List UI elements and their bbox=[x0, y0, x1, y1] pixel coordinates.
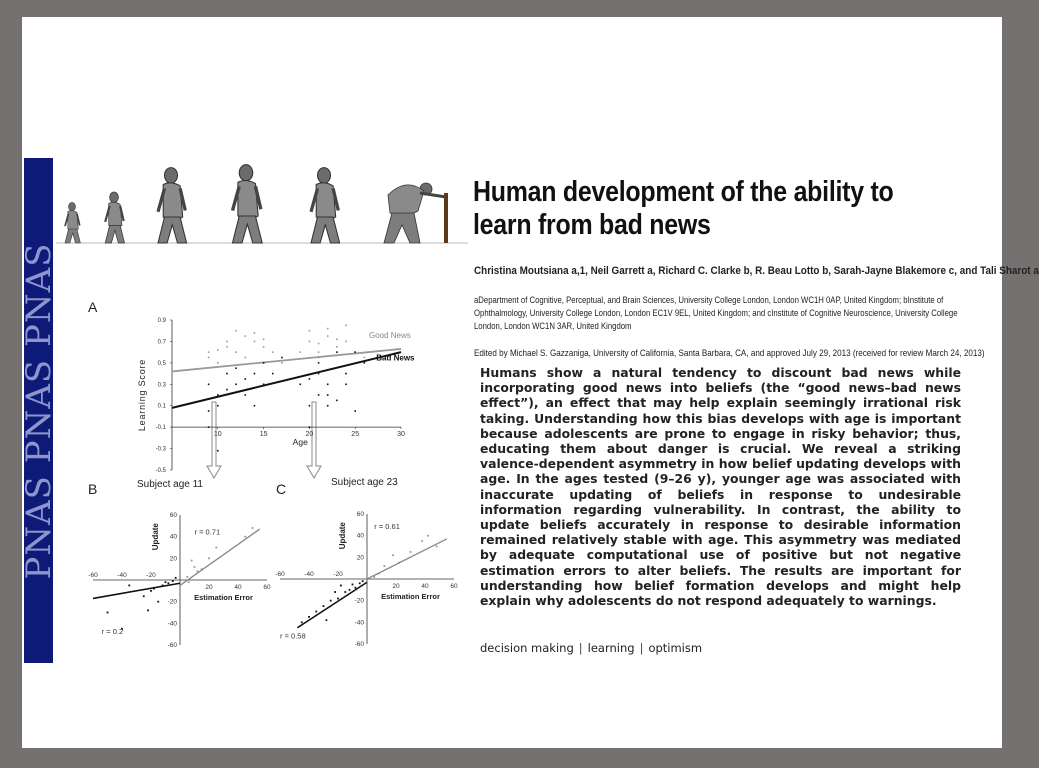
data-point bbox=[392, 554, 394, 556]
data-point bbox=[191, 560, 193, 562]
x-tick-label: 10 bbox=[213, 431, 222, 439]
correlation-label-positive: r = 0.61 bbox=[374, 522, 400, 532]
x-tick-label: -60 bbox=[275, 571, 285, 578]
data-point bbox=[217, 362, 219, 364]
data-point bbox=[427, 535, 429, 537]
data-point bbox=[208, 410, 210, 412]
data-point bbox=[217, 349, 219, 351]
panel-label-b: B bbox=[88, 481, 98, 497]
correlation-label-negative: r = 0.58 bbox=[280, 631, 306, 641]
x-axis-label: Estimation Error bbox=[194, 593, 253, 602]
data-point bbox=[318, 343, 320, 345]
data-point bbox=[359, 582, 361, 584]
x-tick-label: 20 bbox=[392, 583, 400, 590]
adult-figure bbox=[233, 165, 263, 243]
chart-panel-b bbox=[87, 495, 287, 655]
y-tick-label: -20 bbox=[354, 597, 364, 605]
data-point bbox=[128, 585, 130, 587]
x-tick-label: 15 bbox=[259, 431, 268, 439]
data-point bbox=[344, 591, 346, 593]
y-tick-label: 60 bbox=[356, 511, 364, 518]
data-point bbox=[436, 546, 438, 548]
affiliations: aDepartment of Cognitive, Perceptual, and Brain Sciences, University College London, London WC1H 0AP, United Kingdom; bInstitute of Ophthalmology, University College London, London EC1V 9EL, United Kingdom; and cInstitute of Cognitive Neuroscience, University College London, London WC1N 3AR, United Kingdom bbox=[474, 295, 958, 331]
y-axis-label: Update bbox=[338, 522, 347, 550]
y-tick-label: 0.7 bbox=[157, 339, 166, 346]
keyword: decision making bbox=[480, 641, 574, 655]
y-tick-label: 60 bbox=[169, 512, 177, 519]
data-point bbox=[299, 383, 301, 385]
data-point bbox=[165, 581, 167, 583]
y-axis-label: Learning Score bbox=[137, 358, 147, 432]
x-axis-label: Estimation Error bbox=[381, 592, 440, 601]
data-point bbox=[217, 405, 219, 407]
data-point bbox=[107, 612, 109, 614]
keyword: learning bbox=[587, 641, 635, 655]
data-point bbox=[157, 601, 159, 603]
y-tick-label: 0.9 bbox=[157, 318, 166, 324]
chart-panel-c bbox=[274, 494, 474, 654]
data-point bbox=[208, 557, 210, 559]
x-tick-label: 40 bbox=[234, 584, 242, 591]
y-tick-label: -0.1 bbox=[155, 425, 166, 432]
data-point bbox=[168, 582, 170, 584]
x-tick-label: 30 bbox=[397, 431, 405, 439]
data-point bbox=[352, 584, 354, 586]
author-list: Christina Moutsiana a,1, Neil Garrett a, Richard C. Clarke b, R. Beau Lotto b, Sarah-Jayne Blakemore c, and Tali Sharot a bbox=[474, 265, 1039, 277]
y-tick-label: -60 bbox=[167, 642, 177, 649]
panel-label-a: A bbox=[88, 299, 98, 315]
x-tick-label: 20 bbox=[305, 431, 314, 439]
data-point bbox=[337, 598, 339, 600]
data-point bbox=[327, 405, 329, 407]
child-figure bbox=[65, 202, 80, 243]
pnas-logo-band bbox=[18, 158, 59, 663]
y-tick-label: -0.3 bbox=[155, 446, 166, 453]
slide bbox=[18, 17, 1039, 748]
data-point bbox=[309, 341, 311, 343]
data-point bbox=[410, 551, 412, 553]
data-point bbox=[254, 405, 256, 407]
data-point bbox=[263, 338, 265, 340]
x-tick-label: -60 bbox=[88, 572, 98, 579]
x-axis-label: Age bbox=[292, 437, 308, 448]
data-point bbox=[345, 373, 347, 375]
subject-label-c: Subject age 23 bbox=[331, 477, 398, 488]
x-tick-label: -20 bbox=[333, 571, 343, 578]
data-point bbox=[143, 595, 145, 597]
data-point bbox=[315, 611, 317, 613]
x-tick-label: -40 bbox=[304, 571, 314, 578]
data-point bbox=[272, 351, 274, 353]
data-point bbox=[208, 357, 210, 359]
x-tick-label: 25 bbox=[351, 431, 360, 439]
regression-line bbox=[367, 539, 447, 579]
x-tick-label: 60 bbox=[263, 584, 271, 591]
data-point bbox=[330, 600, 332, 602]
edited-by: Edited by Michael S. Gazzaniga, University of California, Santa Barbara, CA, and approved July 29, 2013 (received for review March 24, 2013) bbox=[474, 348, 985, 358]
data-point bbox=[318, 351, 320, 353]
data-point bbox=[345, 341, 347, 343]
x-tick-label: 20 bbox=[205, 584, 213, 591]
data-point bbox=[323, 605, 325, 607]
data-point bbox=[175, 577, 177, 579]
regression-line bbox=[93, 583, 180, 598]
data-point bbox=[364, 362, 366, 364]
data-point bbox=[208, 383, 210, 385]
data-point bbox=[235, 367, 237, 369]
human-development-illustration bbox=[56, 157, 468, 247]
data-point bbox=[354, 351, 356, 353]
keyword-separator: | bbox=[578, 641, 583, 655]
data-point bbox=[244, 378, 246, 380]
data-point bbox=[421, 540, 423, 542]
data-point bbox=[362, 580, 364, 582]
keyword: optimism bbox=[648, 641, 703, 655]
y-tick-label: -40 bbox=[167, 620, 177, 628]
x-tick-label: -20 bbox=[146, 572, 156, 579]
data-point bbox=[336, 338, 338, 340]
data-point bbox=[327, 328, 329, 330]
correlation-label-negative: r = 0.2 bbox=[101, 627, 124, 637]
data-point bbox=[309, 330, 311, 332]
data-point bbox=[301, 621, 303, 623]
adult-figure bbox=[311, 168, 340, 243]
data-point bbox=[340, 585, 342, 587]
data-point bbox=[235, 383, 237, 385]
panel-label-c: C bbox=[276, 481, 287, 497]
y-tick-label: -20 bbox=[167, 598, 177, 606]
data-point bbox=[215, 547, 217, 549]
data-point bbox=[309, 378, 311, 380]
data-point bbox=[188, 581, 190, 583]
chart-panel-a bbox=[134, 298, 414, 478]
data-point bbox=[254, 341, 256, 343]
data-point bbox=[226, 389, 228, 391]
x-tick-label: 40 bbox=[421, 583, 429, 590]
data-point bbox=[217, 450, 219, 452]
y-tick-label: -40 bbox=[354, 619, 364, 627]
data-point bbox=[327, 383, 329, 385]
y-tick-label: 0.5 bbox=[157, 360, 166, 367]
data-point bbox=[345, 325, 347, 327]
x-tick-label: -40 bbox=[117, 572, 127, 579]
data-point bbox=[252, 527, 254, 529]
data-point bbox=[308, 616, 310, 618]
data-point bbox=[208, 351, 210, 353]
correlation-label-positive: r = 0.71 bbox=[194, 527, 221, 537]
data-point bbox=[272, 373, 274, 375]
data-point bbox=[349, 589, 351, 591]
data-point bbox=[281, 357, 283, 359]
y-tick-label: 40 bbox=[356, 532, 364, 540]
data-point bbox=[244, 335, 246, 337]
x-tick-label: 60 bbox=[450, 583, 458, 590]
data-point bbox=[254, 373, 256, 375]
y-axis-label: Update bbox=[151, 523, 160, 551]
adult-figure bbox=[158, 168, 187, 243]
pnas-logo: PNAS PNAS PNAS bbox=[18, 241, 59, 580]
data-point bbox=[334, 591, 336, 593]
data-point bbox=[336, 351, 338, 353]
series-label-bad-news: Bad News bbox=[376, 353, 415, 363]
data-point bbox=[318, 362, 320, 364]
data-point bbox=[147, 609, 149, 611]
data-point bbox=[281, 362, 283, 364]
data-point bbox=[263, 362, 265, 364]
data-point bbox=[254, 332, 256, 334]
data-point bbox=[235, 351, 237, 353]
data-point bbox=[244, 357, 246, 359]
abstract: Humans show a natural tendency to discount bad news while incorporating good news into beliefs (the “good news–bad news effect”), an effect that may help explain seemingly irrational risk taking. Understanding how this bias develops with age is important because adolescents are prone to engage in risky behavior; thus, educating them about danger is crucial. We reveal a striking valence-dependent asymmetry in how belief updating develops with age. In the ages tested (9–26 y), younger age was associated with inaccurate updating of beliefs in response to undesirable information regarding vulnerability. In contrast, the ability to update beliefs accurately in response to desirable information remained relatively stable with age. This asymmetry was mediated by adequate computational use of positive but not negative estimation errors to alter beliefs. The results are important for understanding how belief formation develops and might help explain why adolescents do not respond adequately to warnings. bbox=[480, 365, 961, 609]
subject-label-b: Subject age 11 bbox=[137, 479, 203, 490]
y-tick-label: 40 bbox=[169, 533, 177, 541]
y-tick-label: 20 bbox=[356, 554, 364, 562]
y-tick-label: -0.5 bbox=[155, 468, 166, 474]
y-tick-label: 0.1 bbox=[157, 403, 166, 410]
data-point bbox=[384, 565, 386, 567]
keyword-separator: | bbox=[639, 641, 644, 655]
data-point bbox=[244, 536, 246, 538]
paper-title: Human development of the ability to learn from bad news bbox=[473, 176, 894, 241]
data-point bbox=[244, 394, 246, 396]
keywords bbox=[480, 641, 702, 655]
data-point bbox=[235, 330, 237, 332]
data-point bbox=[354, 410, 356, 412]
data-point bbox=[226, 341, 228, 343]
data-point bbox=[326, 619, 328, 621]
data-point bbox=[345, 383, 347, 385]
data-point bbox=[355, 587, 357, 589]
regression-line bbox=[180, 529, 260, 585]
data-point bbox=[186, 576, 188, 578]
data-point bbox=[226, 346, 228, 348]
child-figure bbox=[105, 192, 124, 243]
elderly-figure bbox=[384, 183, 446, 243]
data-point bbox=[172, 580, 174, 582]
y-tick-label: 0.3 bbox=[157, 382, 166, 389]
data-point bbox=[150, 590, 152, 592]
data-point bbox=[208, 426, 210, 428]
data-point bbox=[336, 400, 338, 402]
series-label-good-news: Good News bbox=[368, 331, 411, 341]
data-point bbox=[309, 426, 311, 428]
data-point bbox=[309, 405, 311, 407]
data-point bbox=[318, 394, 320, 396]
data-point bbox=[336, 346, 338, 348]
data-point bbox=[327, 394, 329, 396]
data-point bbox=[327, 335, 329, 337]
y-tick-label: 20 bbox=[169, 555, 177, 563]
data-point bbox=[263, 346, 265, 348]
data-point bbox=[299, 351, 301, 353]
data-point bbox=[194, 566, 196, 568]
y-tick-label: -60 bbox=[354, 641, 364, 648]
data-point bbox=[226, 373, 228, 375]
data-point bbox=[364, 357, 366, 359]
